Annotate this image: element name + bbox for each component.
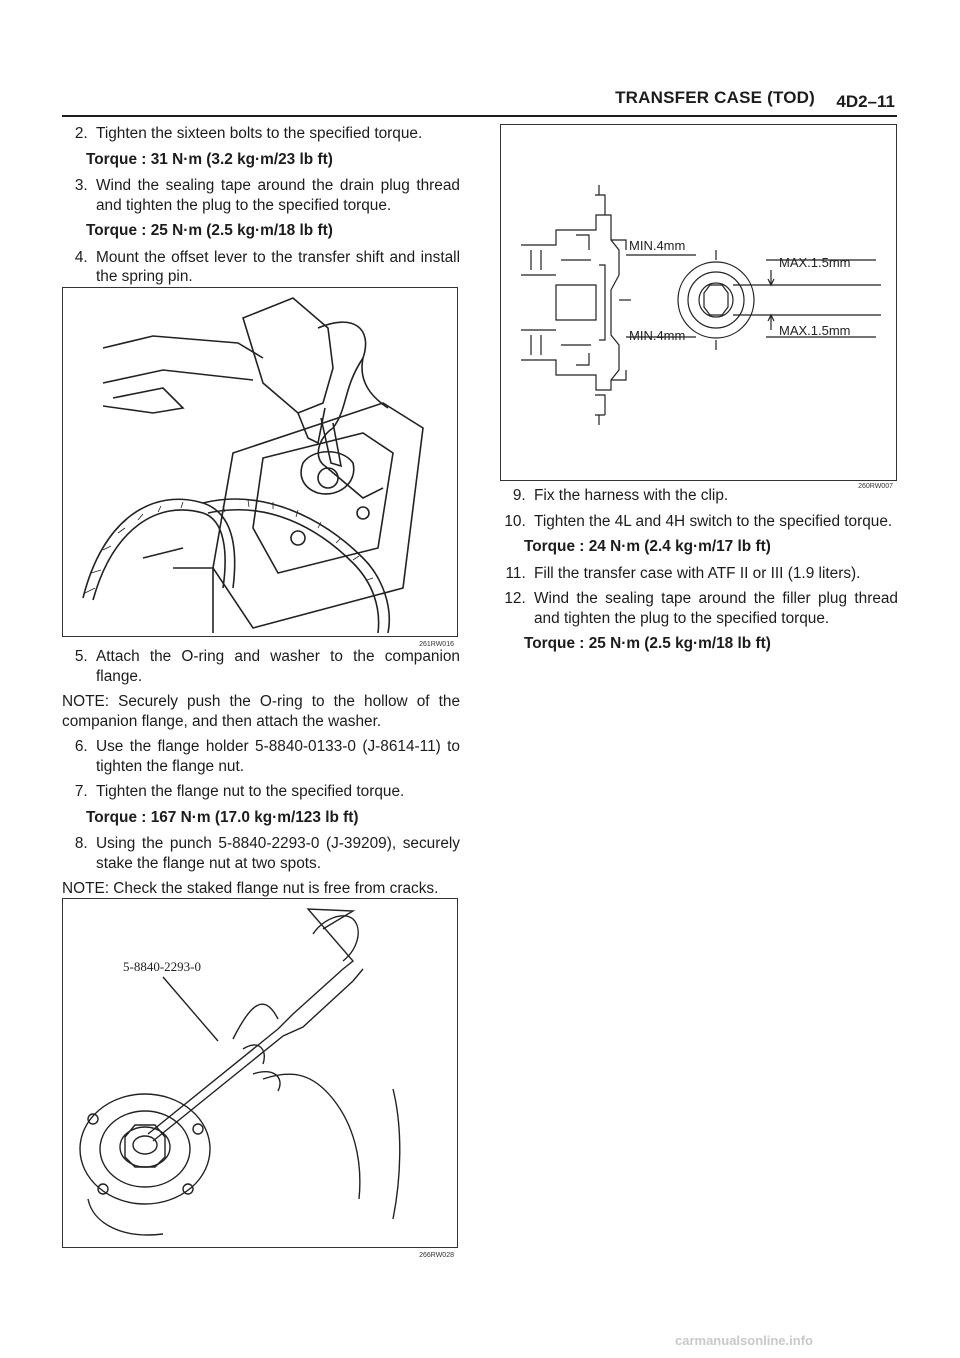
step-text: Wind the sealing tape around the drain plug thread and tighten the plug to the specified torque. (96, 177, 460, 214)
step-number: 2. (74, 125, 92, 142)
step-number: 9. (512, 487, 530, 504)
figure-code: 261RW016 (419, 641, 454, 648)
step-11 (500, 564, 898, 584)
step-text: Attach the O-ring and washer to the companion flange. (96, 648, 460, 685)
step-3 (62, 176, 460, 215)
header-rule (62, 115, 897, 117)
torque-spec: Torque : 25 N·m (2.5 kg·m/18 lb ft) (524, 635, 771, 652)
step-8 (62, 834, 460, 873)
tool-number-label: 5-8840-2293-0 (123, 959, 201, 974)
step-text: Wind the sealing tape around the filler plug thread and tighten the plug to the specified torque. (534, 590, 898, 627)
step-text: Tighten the sixteen bolts to the specified torque. (96, 125, 423, 142)
right-column (500, 486, 898, 661)
torque-spec: Torque : 24 N·m (2.4 kg·m/17 lb ft) (524, 538, 771, 555)
punch-illustration (63, 899, 457, 1247)
step-4 (62, 248, 460, 287)
step-number: 11. (505, 564, 530, 582)
step-7 (62, 782, 460, 802)
step-number: 8. (74, 835, 92, 852)
max-bottom-label: MAX.1.5mm (779, 323, 851, 338)
page-number: 4D2–11 (836, 92, 895, 111)
max-top-label: MAX.1.5mm (779, 255, 851, 270)
step-5 (62, 647, 460, 686)
note: NOTE: Securely push the O-ring to the hollow of the companion flange, and then attach the washer. (62, 693, 460, 730)
watermark: carmanualsonline.info (675, 1333, 813, 1348)
step-number: 10. (504, 512, 530, 530)
clearance-diagram (501, 125, 896, 480)
figure-stake-flange-nut (62, 898, 458, 1259)
min-bottom-label: MIN.4mm (629, 328, 686, 343)
figure-code: 260RW007 (858, 483, 893, 490)
hammer-illustration (63, 288, 457, 636)
step-number: 7. (74, 783, 92, 800)
step-text: Fix the harness with the clip. (534, 487, 729, 504)
step-text: Using the punch 5-8840-2293-0 (J-39209), securely stake the flange nut at two spots. (96, 835, 460, 872)
step-6 (62, 737, 460, 776)
step-text: Mount the offset lever to the transfer shift and install the spring pin. (96, 248, 460, 285)
step-text: Tighten the flange nut to the specified torque. (96, 783, 405, 800)
section-title: TRANSFER CASE (TOD) (615, 88, 815, 107)
figure-spring-pin-install (62, 287, 458, 648)
min-top-label: MIN.4mm (629, 238, 686, 253)
step-9 (500, 486, 898, 506)
torque-spec: Torque : 31 N·m (3.2 kg·m/23 lb ft) (86, 150, 333, 168)
step-10 (500, 512, 898, 532)
step-number: 12. (504, 590, 530, 607)
step-number: 6. (74, 738, 92, 755)
torque-spec: Torque : 167 N·m (17.0 kg·m/123 lb ft) (86, 808, 359, 826)
step-text: Use the flange holder 5-8840-0133-0 (J-8614-11) to tighten the flange nut. (96, 738, 460, 775)
step-text: Fill the transfer case with ATF II or III (1.9 liters). (534, 564, 861, 582)
torque-spec: Torque : 25 N·m (2.5 kg·m/18 lb ft) (86, 222, 333, 239)
note: NOTE: Check the staked flange nut is free from cracks. (62, 880, 439, 897)
step-2 (62, 124, 460, 144)
step-text: Tighten the 4L and 4H switch to the specified torque. (534, 512, 893, 530)
step-12 (500, 589, 898, 628)
figure-code: 266RW028 (419, 1252, 454, 1259)
step-number: 5. (74, 648, 92, 665)
figure-clearance-diagram (500, 124, 897, 490)
step-number: 3. (74, 177, 92, 194)
step-number: 4. (74, 248, 92, 266)
left-column-middle (62, 647, 460, 905)
left-column-top (62, 124, 460, 293)
